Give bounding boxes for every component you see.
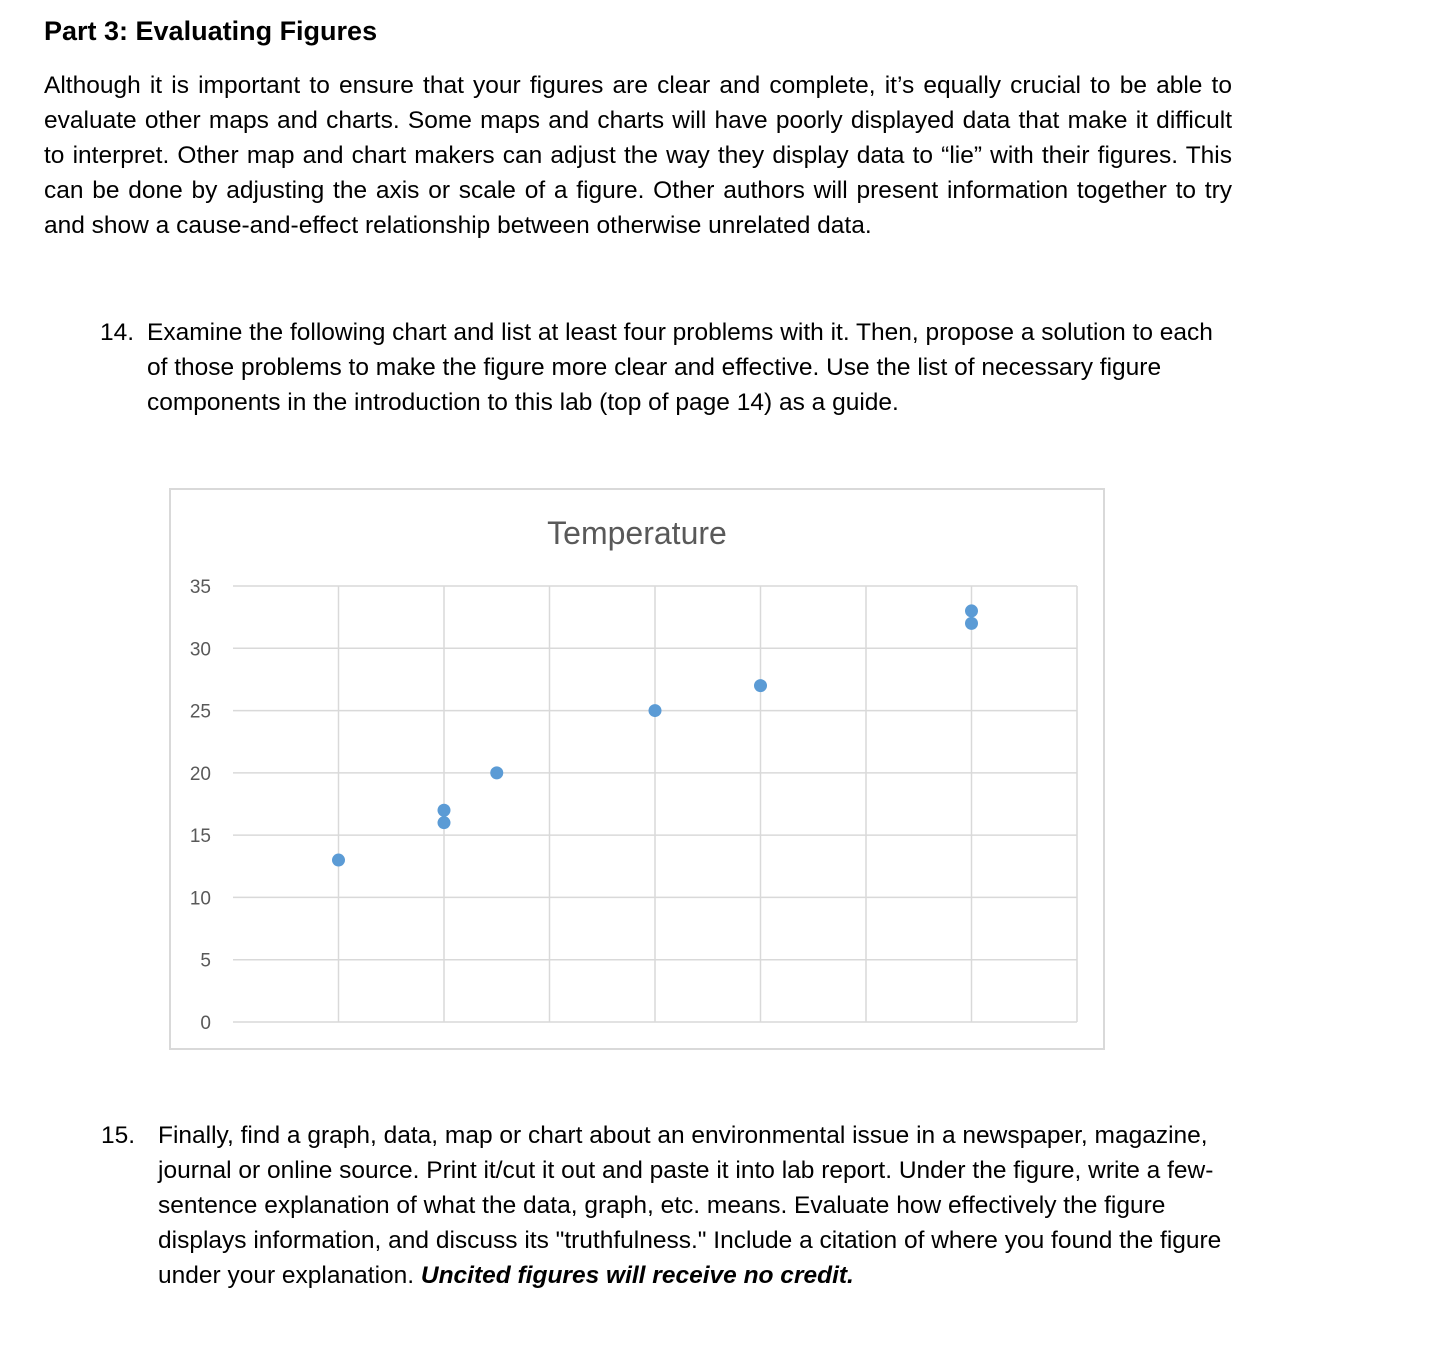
section-heading: Part 3: Evaluating Figures — [44, 16, 378, 46]
data-point — [332, 854, 345, 867]
y-tick-label: 25 — [189, 701, 211, 723]
data-point — [754, 679, 767, 692]
y-tick-label: 10 — [189, 888, 211, 910]
data-point — [965, 617, 978, 630]
grid-layer — [233, 586, 1077, 1022]
question-15 — [101, 1118, 1241, 1293]
chart-canvas — [171, 490, 1103, 1048]
y-tick-label: 15 — [189, 826, 211, 848]
y-tick-label: 20 — [189, 763, 211, 785]
y-tick-label: 5 — [200, 950, 211, 972]
temperature-chart — [169, 488, 1105, 1050]
y-tick-label: 0 — [200, 1013, 211, 1034]
question-text-main: Finally, find a graph, data, map or chart about an environmental issue in a newspaper, magazine, journal or online source. Print it/cut it out and paste it into lab report. Under the figure, write a few- sentence explanation of what the data, graph, etc. means. Evaluate how effectively the figure displays information, and discuss its "truthfulness." Include a citation of where you found the figure under your explanation. — [158, 1122, 1222, 1289]
intro-paragraph: Although it is important to ensure that your figures are clear and complete, it’s equally crucial to be able to evaluate other maps and charts. Some maps and charts will have poorly displayed data that make it difficult to interpret. Other map and chart makers can adjust the way they display data to “lie” with their figures. This can be done by adjusting the axis or scale of a figure. Other authors will present information together to try and show a cause-and-effect relationship between otherwise unrelated data. — [44, 72, 1232, 239]
question-text: Examine the following chart and list at least four problems with it. Then, propose a solution to each of those problems to make the figure more clear and effective. Use the list of necessary figure components in the introduction to this lab (top of page 14) as a guide. — [147, 319, 1213, 416]
y-tick-label: 35 — [189, 577, 211, 598]
citation-warning: Uncited figures will receive no credit. — [420, 1262, 854, 1289]
data-point — [965, 604, 978, 617]
axis-labels — [190, 577, 211, 1034]
question-number: 15. — [101, 1122, 136, 1149]
data-point — [649, 704, 662, 717]
data-point — [438, 804, 451, 817]
question-number: 14. — [100, 319, 135, 346]
data-point — [490, 766, 503, 779]
chart-title: Temperature — [547, 515, 727, 551]
question-text — [101, 1118, 1241, 1293]
data-point — [438, 816, 451, 829]
y-tick-label: 30 — [189, 639, 211, 661]
question-14 — [100, 315, 1220, 420]
